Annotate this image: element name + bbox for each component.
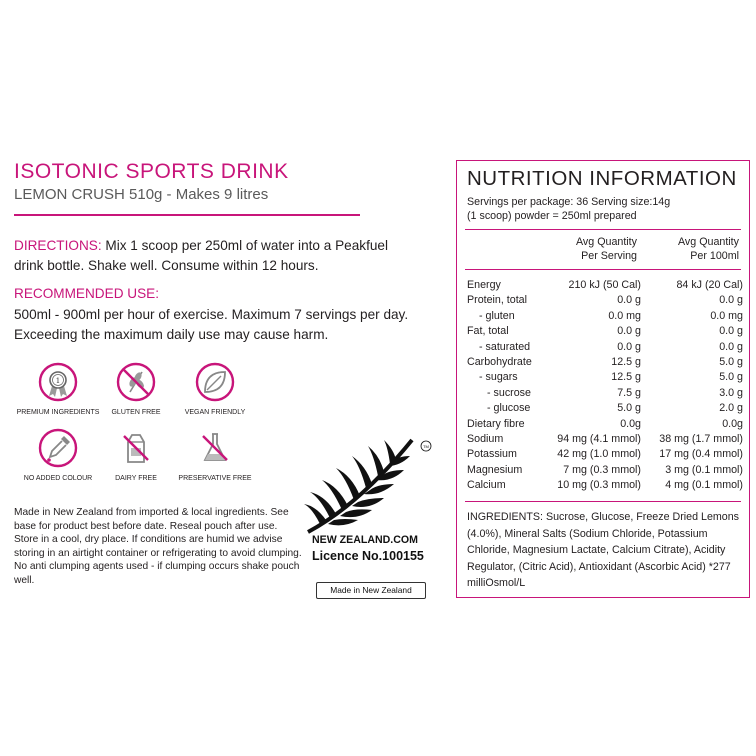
nutrient-name: - glucose	[487, 402, 531, 415]
per-serving-value: 0.0 g	[617, 340, 641, 353]
svg-text:1: 1	[55, 377, 61, 385]
per-100ml-value: 4 mg (0.1 mmol)	[665, 479, 743, 492]
nutrition-row	[467, 386, 743, 401]
badge-preservative-free	[165, 428, 265, 482]
milk-carton-icon	[116, 428, 156, 468]
ingredients-text: INGREDIENTS: Sucrose, Glucose, Freeze Dried Lemons (4.0%), Mineral Salts (Sodium Chloride, Potassium Chloride, Magnesium Lactate, Calcium Citrate), Acidity Regulator, (Citric Acid), Antioxidant (Ascorbic Acid) *277 milliOsmol/L	[467, 511, 740, 589]
per-serving-value: 0.0 g	[617, 294, 641, 307]
nutrition-row	[467, 340, 743, 355]
per-100ml-value: 3 mg (0.1 mmol)	[665, 463, 743, 476]
storage-footnote: Made in New Zealand from imported & local ingredients. See base for product best before date. Reseal pouch after use. Store in a cool, dry place. If conditions are humid we advise storing in an airtight container or refrigerating to avoid clumping. No anti clumping agents used - if clumping occurs shake pouch well.	[14, 507, 302, 586]
rosette-icon	[38, 362, 78, 402]
per-100ml-value: 0.0 g	[719, 340, 743, 353]
per-serving-value: 7 mg (0.3 mmol)	[563, 463, 641, 476]
directions-label: DIRECTIONS:	[14, 238, 102, 253]
per-100ml-value: 0.0 mg	[710, 309, 743, 322]
nutrition-divider	[465, 229, 741, 230]
nutrient-name: Sodium	[467, 432, 504, 445]
nutrient-name: Magnesium	[467, 463, 523, 476]
header-line: Avg Quantity	[576, 236, 637, 248]
nutrition-row	[467, 447, 743, 462]
servings-info	[467, 195, 670, 223]
column-header-per-serving	[557, 235, 637, 263]
nutrient-name: - gluten	[479, 309, 515, 322]
directions-paragraph	[14, 236, 414, 276]
nutrition-row	[467, 478, 743, 493]
badge-label: DAIRY FREE	[115, 475, 157, 482]
per-serving-value: 12.5 g	[611, 355, 641, 368]
servings-line: Servings per package: 36 Serving size:14g	[467, 196, 671, 208]
per-serving-value: 42 mg (1.0 mmol)	[557, 448, 641, 461]
per-100ml-value: 3.0 g	[719, 386, 743, 399]
nutrition-divider	[465, 269, 741, 270]
directions-text: Mix 1 scoop per 250ml of water into a Peakfuel drink bottle. Shake well. Consume within 12 hours.	[14, 238, 388, 273]
per-serving-value: 12.5 g	[611, 371, 641, 384]
recommended-use-text: 500ml - 900ml per hour of exercise. Maximum 7 servings per day. Exceeding the maximum daily use may cause harm.	[14, 307, 409, 342]
badge-label: VEGAN FRIENDLY	[184, 409, 246, 416]
product-subtitle: LEMON CRUSH 510g - Makes 9 litres	[14, 186, 269, 203]
per-100ml-value: 17 mg (0.4 mmol)	[659, 448, 743, 461]
title-divider	[14, 214, 360, 216]
badge-label: PREMIUM INGREDIENTS	[16, 409, 100, 416]
nutrition-row	[467, 432, 743, 447]
recommended-use-label: RECOMMENDED USE:	[14, 286, 160, 301]
servings-line: (1 scoop) powder = 250ml prepared	[467, 210, 637, 222]
nutrient-name: Dietary fibre	[467, 417, 525, 430]
nutrition-row	[467, 278, 743, 293]
nutrition-row	[467, 309, 743, 324]
per-serving-value: 0.0 mg	[608, 309, 641, 322]
per-serving-value: 0.0g	[620, 417, 641, 430]
licence-number: Licence No.100155	[312, 549, 424, 563]
nutrition-row	[467, 355, 743, 370]
per-serving-value: 94 mg (4.1 mmol)	[557, 432, 641, 445]
per-100ml-value: 0.0 g	[719, 325, 743, 338]
nutrition-title: NUTRITION INFORMATION	[467, 167, 737, 190]
nutrition-table	[467, 278, 743, 493]
badge-label: NO ADDED COLOUR	[23, 475, 93, 482]
per-serving-value: 10 mg (0.3 mmol)	[557, 479, 641, 492]
wheat-icon	[116, 362, 156, 402]
nutrition-row	[467, 324, 743, 339]
flask-icon	[195, 428, 235, 468]
nutrient-name: Carbohydrate	[467, 355, 532, 368]
nutrient-name: Protein, total	[467, 294, 528, 307]
nutrient-name: Calcium	[467, 479, 506, 492]
badge-label: GLUTEN FREE	[111, 409, 161, 416]
per-100ml-value: 2.0 g	[719, 402, 743, 415]
per-serving-value: 210 kJ (50 Cal)	[568, 279, 641, 291]
header-line: Per Serving	[581, 250, 637, 262]
column-header-per-100ml	[653, 235, 739, 263]
nutrition-row	[467, 401, 743, 416]
badge-label: PRESERVATIVE FREE	[178, 475, 252, 482]
nutrient-name: Fat, total	[467, 325, 509, 338]
nutrition-row	[467, 370, 743, 385]
per-serving-value: 7.5 g	[617, 386, 641, 399]
header-line: Per 100ml	[690, 250, 739, 262]
header-line: Avg Quantity	[678, 236, 739, 248]
nutrition-divider	[465, 501, 741, 502]
nutrient-name: - saturated	[479, 340, 531, 353]
per-100ml-value: 0.0 g	[719, 294, 743, 307]
svg-text:TM: TM	[423, 444, 429, 449]
product-title: ISOTONIC SPORTS DRINK	[14, 160, 289, 183]
nutrition-row	[467, 463, 743, 478]
per-100ml-value: 5.0 g	[719, 355, 743, 368]
per-100ml-value: 84 kJ (20 Cal)	[676, 279, 743, 291]
per-serving-value: 0.0 g	[617, 325, 641, 338]
nutrition-row	[467, 293, 743, 308]
dropper-icon	[38, 428, 78, 468]
badge-vegan-friendly	[165, 362, 265, 416]
per-100ml-value: 38 mg (1.7 mmol)	[659, 432, 743, 445]
nutrient-name: Potassium	[467, 448, 517, 461]
nutrient-name: - sucrose	[487, 386, 531, 399]
made-in-nz-badge: Made in New Zealand	[316, 582, 426, 599]
nutrient-name: - sugars	[479, 371, 518, 384]
nutrition-panel	[456, 160, 750, 598]
fern-logo-icon	[300, 434, 438, 536]
per-serving-value: 5.0 g	[617, 402, 641, 415]
per-100ml-value: 5.0 g	[719, 371, 743, 384]
nutrient-name: Energy	[467, 279, 501, 291]
per-100ml-value: 0.0g	[722, 417, 743, 430]
nutrition-row	[467, 417, 743, 432]
nz-website-text: NEW ZEALAND.COM	[312, 534, 418, 546]
leaf-icon	[195, 362, 235, 402]
